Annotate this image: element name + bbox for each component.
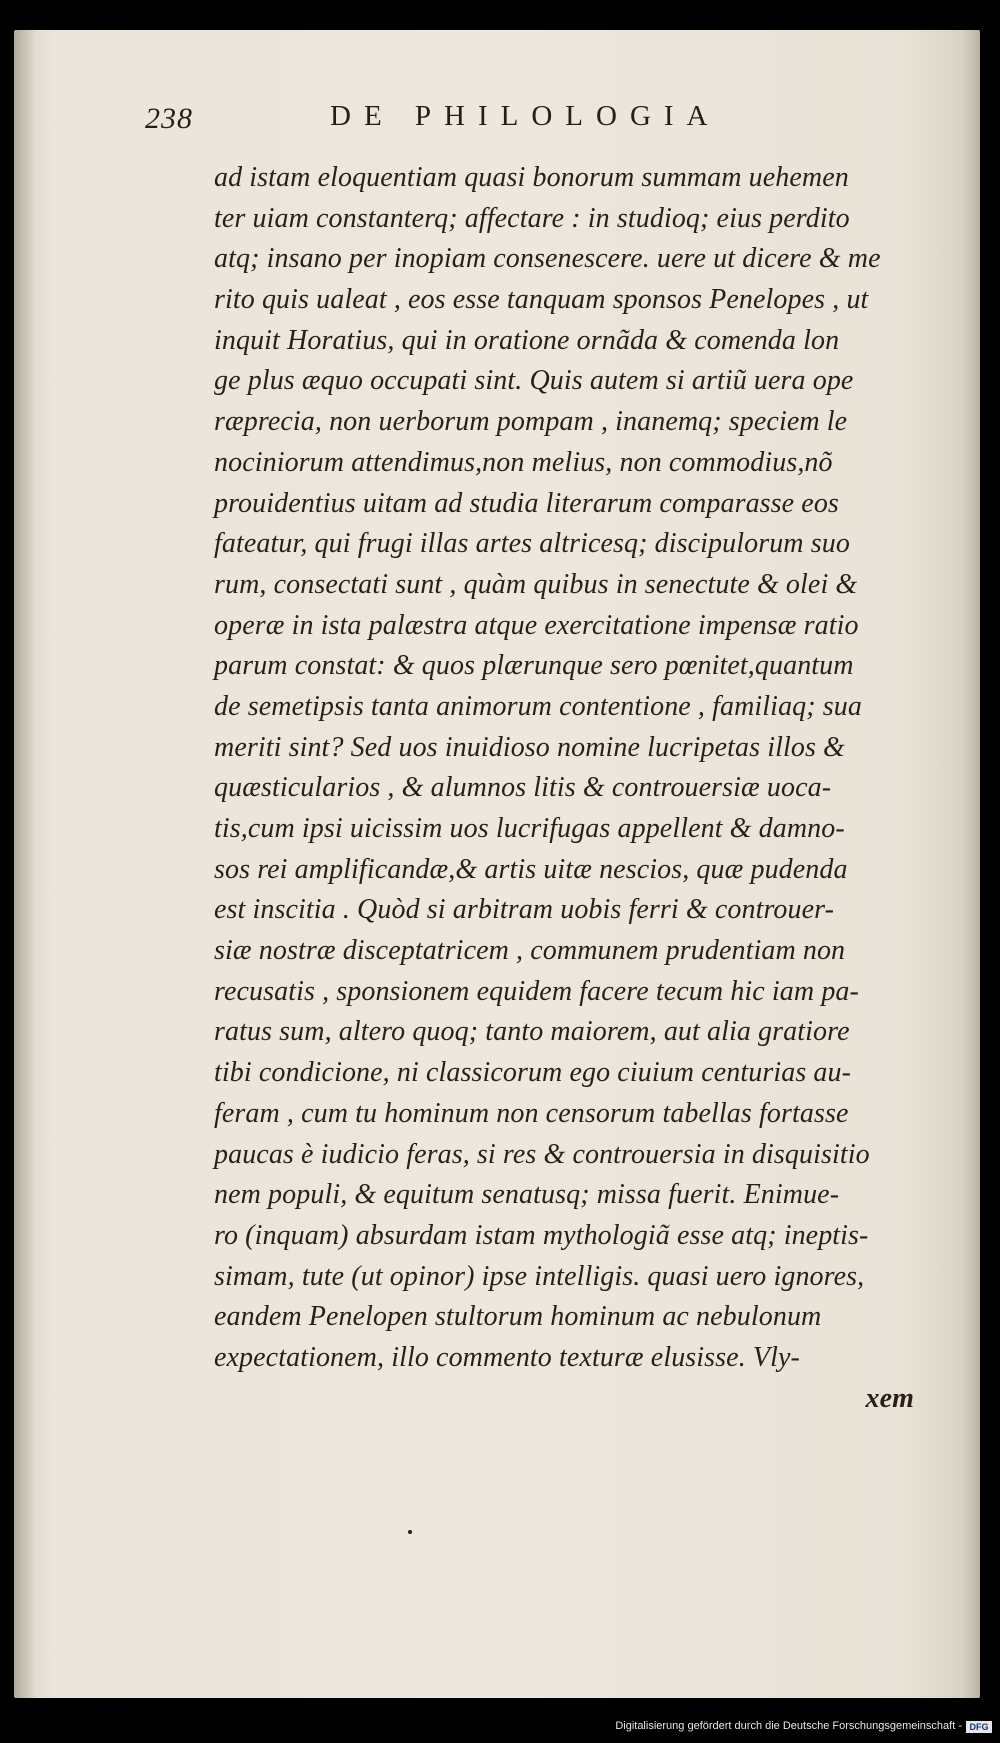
text-line: est inscitia . Quòd si arbitram uobis ferri & controuer- — [214, 894, 834, 926]
page-header — [145, 100, 785, 140]
digitization-footer — [0, 1718, 1000, 1743]
text-line: feram , cum tu hominum non censorum tabellas fortasse — [214, 1097, 849, 1129]
text-line: quæsticularios , & alumnos litis & controuersiæ uoca- — [214, 772, 832, 804]
text-line: eandem Penelopen stultorum hominum ac nebulonum — [214, 1301, 822, 1333]
text-line: expectationem, illo commento texturæ elusisse. Vly- — [214, 1341, 800, 1373]
text-line: nociniorum attendimus,non melius, non commodius,nõ — [214, 446, 833, 478]
page-gutter-shadow — [14, 30, 36, 1698]
text-line: ge plus æquo occupati sint. Quis autem si artiũ uera ope — [214, 365, 854, 397]
text-line: operæ in ista palæstra atque exercitatione impensæ ratio — [214, 609, 859, 641]
text-line: recusatis , sponsionem equidem facere tecum hic iam pa- — [214, 975, 859, 1007]
text-line: inquit Horatius, qui in oratione ornãda & comenda lon — [214, 324, 840, 356]
funding-credit: Digitalisierung gefördert durch die Deutsche Forschungsgemeinschaft - — [615, 1720, 962, 1732]
dfg-logo: DFG — [966, 1721, 992, 1733]
text-line: ræprecia, non uerborum pompam , inanemq; speciem le — [214, 406, 848, 438]
text-line: tis,cum ipsi uicissim uos lucrifugas appellent & damno- — [214, 813, 845, 844]
text-line: nem populi, & equitum senatusq; missa fuerit. Enimue- — [214, 1179, 840, 1211]
page-edge-shadow — [962, 30, 980, 1698]
text-line: de semetipsis tanta animorum contentione , familiaq; sua — [214, 690, 862, 722]
text-line: ad istam eloquentiam quasi bonorum summam uehemen — [214, 162, 849, 193]
text-line: rum, consectati sunt , quàm quibus in senectute & olei & — [214, 568, 858, 600]
text-line: simam, tute (ut opinor) ipse intelligis. quasi uero ignores, — [214, 1260, 865, 1292]
text-line: atq; insano per inopiam consenescere. uere ut dicere & me — [214, 243, 881, 275]
ink-speck — [408, 1530, 412, 1534]
text-line: ter uiam constanterq; affectare : in studioq; eius perdito — [214, 202, 850, 234]
page-number: 238 — [145, 102, 193, 135]
text-line: paucas è iudicio feras, si res & controuersia in disquisitio — [214, 1138, 870, 1170]
text-line: sos rei amplificandæ,& artis uitæ nescios, quæ pudenda — [214, 853, 848, 885]
text-line: ro (inquam) absurdam istam mythologiã esse atq; ineptis- — [214, 1219, 869, 1251]
text-line: prouidentius uitam ad studia literarum comparasse eos — [214, 487, 839, 519]
catchword: xem — [865, 1382, 914, 1414]
running-head: DE PHILOLOGIA — [330, 100, 721, 132]
text-line: ratus sum, altero quoq; tanto maiorem, aut alia gratiore — [214, 1016, 850, 1048]
text-line: fateatur, qui frugi illas artes altricesq; discipulorum suo — [214, 528, 850, 560]
text-line: tibi condicione, ni classicorum ego ciuium centurias au- — [214, 1057, 852, 1089]
text-line: meriti sint? Sed uos inuidioso nomine lucripetas illos & — [214, 731, 845, 763]
text-line: rito quis ualeat , eos esse tanquam sponsos Penelopes , ut — [214, 284, 869, 316]
body-text — [214, 158, 914, 1419]
text-line: parum constat: & quos plærunque sero pœnitet,quantum — [214, 650, 854, 682]
text-line: siæ nostræ disceptatricem , communem prudentiam non — [214, 935, 846, 967]
